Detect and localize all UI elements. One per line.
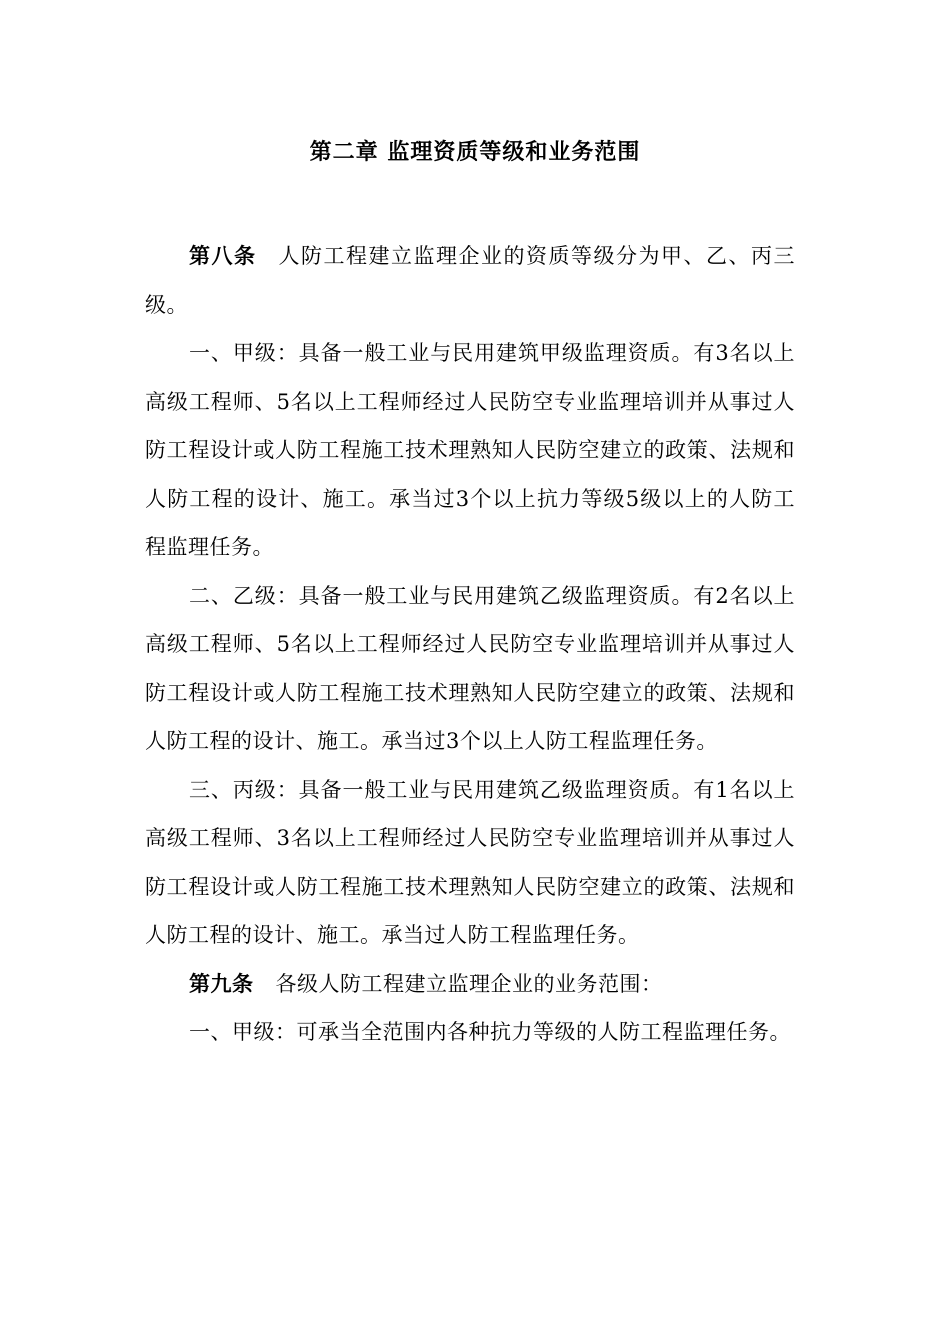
paragraph-text: 一、甲级：具备一般工业与民用建筑甲级监理资质。有3名以上高级工程师、5名以上工程师经过人民防空专业监理培训并从事过人防工程设计或人防工程施工技术理熟知人民防空建立的政策、法规和人防工程的设计、施工。承当过3个以上抗力等级5级以上的人防工程监理任务。 [145, 341, 795, 559]
grade-a-qualification [145, 329, 795, 572]
document-body [145, 232, 795, 1057]
article-number: 第八条 [189, 243, 257, 268]
paragraph-text: 各级人防工程建立监理企业的业务范围： [275, 971, 663, 996]
grade-c-qualification [145, 766, 795, 960]
article-number: 第九条 [189, 970, 254, 996]
paragraph-text: 人防工程建立监理企业的资质等级分为甲、乙、丙三级。 [145, 244, 795, 317]
paragraph-text: 一、甲级：可承当全范围内各种抗力等级的人防工程监理任务。 [189, 1020, 791, 1044]
grade-b-qualification [145, 572, 795, 766]
grade-a-scope [145, 1008, 795, 1057]
article-9-intro [145, 960, 795, 1009]
article-8-intro [145, 232, 795, 329]
chapter-title: 第二章 监理资质等级和业务范围 [309, 139, 641, 165]
paragraph-text: 三、丙级：具备一般工业与民用建筑乙级监理资质。有1名以上高级工程师、3名以上工程师经过人民防空专业监理培训并从事过人防工程设计或人防工程施工技术理熟知人民防空建立的政策、法规和人防工程的设计、施工。承当过人防工程监理任务。 [145, 777, 795, 947]
paragraph-text: 二、乙级：具备一般工业与民用建筑乙级监理资质。有2名以上高级工程师、5名以上工程师经过人民防空专业监理培训并从事过人防工程设计或人防工程施工技术理熟知人民防空建立的政策、法规和人防工程的设计、施工。承当过3个以上人防工程监理任务。 [145, 583, 795, 753]
